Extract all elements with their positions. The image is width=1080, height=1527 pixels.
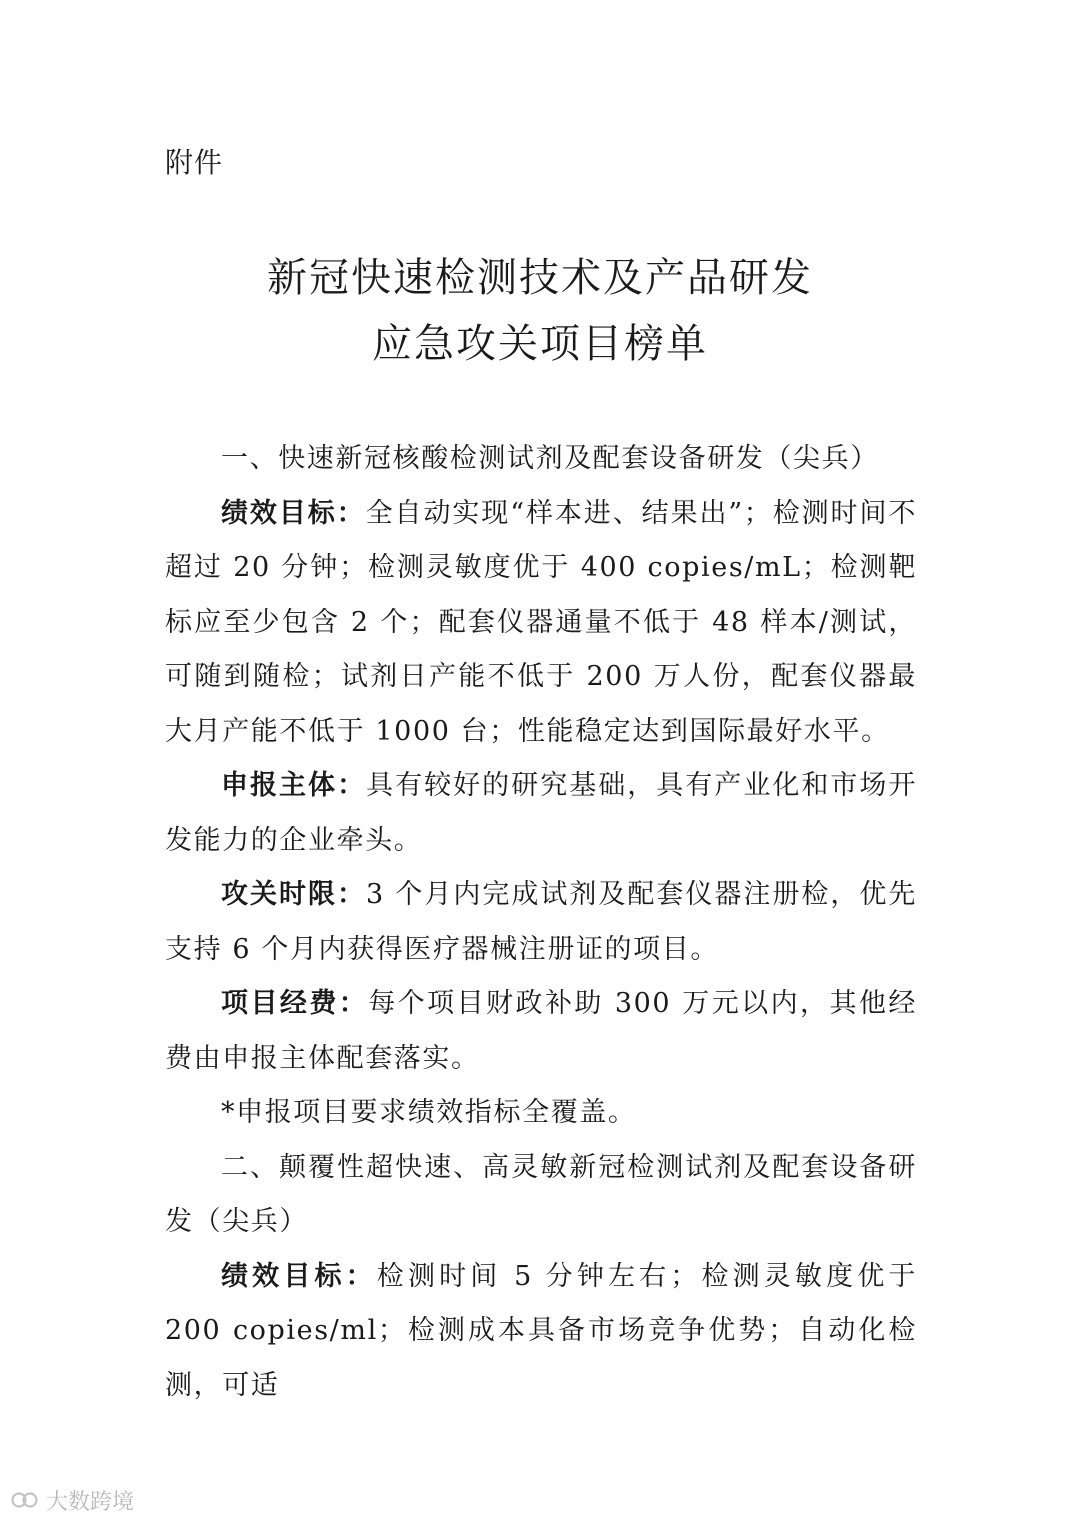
watermark	[10, 1484, 134, 1516]
section1-applicant-paragraph	[165, 759, 917, 868]
section1-note: *申报项目要求绩效指标全覆盖。	[221, 1097, 637, 1128]
watermark-text: 大数跨境	[46, 1489, 135, 1515]
brand-logo-icon	[10, 1489, 40, 1511]
document-body	[165, 432, 917, 1413]
document-title-line1: 新冠快速检测技术及产品研发	[267, 255, 813, 301]
section1-funding-paragraph	[165, 977, 917, 1086]
section1-applicant-text: 具有较好的研究基础，具有产业化和市场开发能力的企业牵头。	[165, 770, 918, 856]
section1-applicant-label: 申报主体：	[221, 770, 367, 801]
section1-funding-text: 每个项目财政补助 300 万元以内，其他经费由申报主体配套落实。	[165, 988, 917, 1074]
section1-deadline-label: 攻关时限：	[221, 879, 367, 910]
section1-heading: 一、快速新冠核酸检测试剂及配套设备研发（尖兵）	[221, 443, 879, 474]
section2-performance-text: 检测时间 5 分钟左右；检测灵敏度优于 200 copies/ml；检测成本具备市场竞争优势；自动化检测，可适	[165, 1260, 918, 1401]
section2-heading: 二、颠覆性超快速、高灵敏新冠检测试剂及配套设备研发（尖兵）	[165, 1151, 917, 1237]
section1-performance-text: 全自动实现“样本进、结果出”；检测时间不超过 20 分钟；检测灵敏度优于 400 copies/mL；检测靶标应至少包含 2 个；配套仪器通量不低于 48 样本/测试，可随到随检；试剂日产能不低于 200 万人份，配套仪器最大月产能不低于 1000 台；性能稳定达到国际最好水平。	[165, 497, 917, 747]
section1-performance-label: 绩效目标：	[221, 497, 366, 529]
attachment-label: 附件	[165, 146, 224, 179]
section2-performance-paragraph	[165, 1250, 917, 1414]
section2-performance-label: 绩效目标：	[221, 1260, 377, 1292]
section1-performance-paragraph	[165, 487, 917, 760]
section1-funding-label: 项目经费：	[221, 988, 369, 1019]
document-title-line2: 应急攻关项目榜单	[372, 321, 708, 367]
section1-deadline-text: 3 个月内完成试剂及配套仪器注册检，优先支持 6 个月内获得医疗器械注册证的项目。	[165, 879, 918, 965]
section1-deadline-paragraph	[165, 868, 917, 977]
